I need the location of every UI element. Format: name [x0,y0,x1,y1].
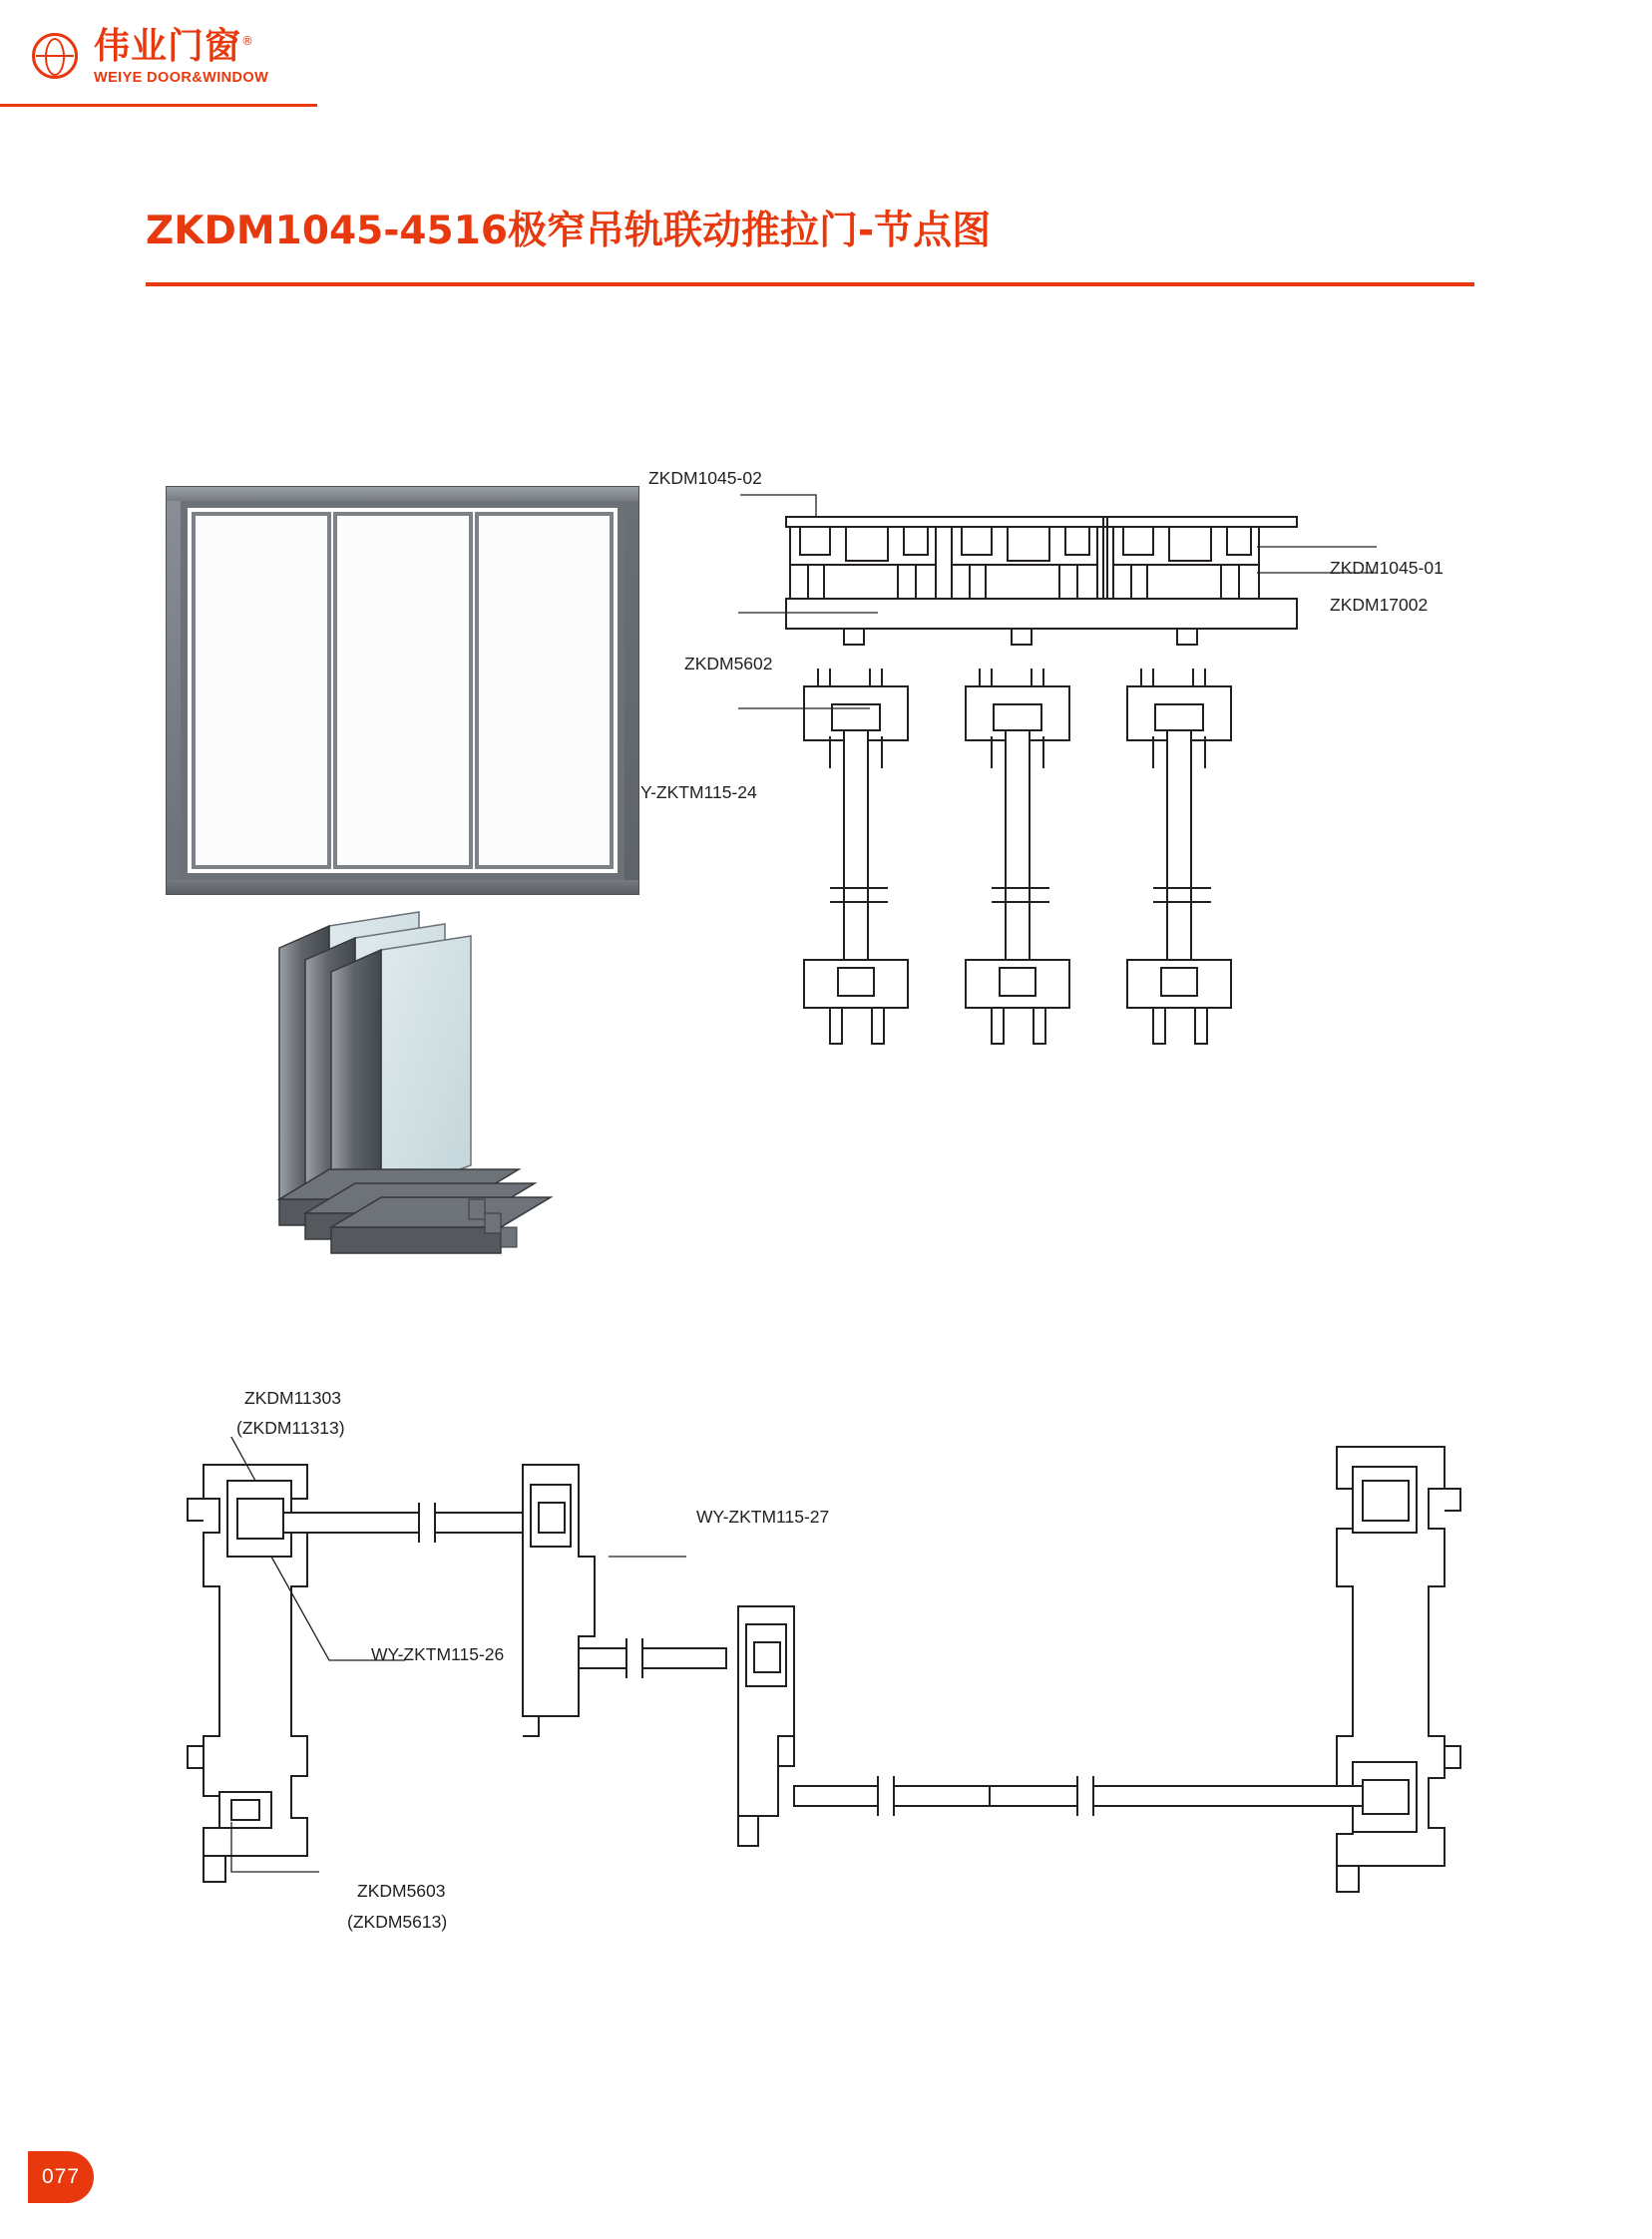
callout-zkdm17002: ZKDM17002 [1330,595,1429,615]
profile-corner-assembly-photo [269,908,589,1367]
page-number-badge: 077 [28,2151,94,2203]
callout-zkdm1045-02: ZKDM1045-02 [648,468,762,488]
brand-divider [0,104,317,107]
three-panel-sliding-door-photo [166,486,639,895]
globe-icon [28,27,88,87]
door-leaf [192,512,331,869]
door-leaf [333,512,473,869]
door-leaf [475,512,614,869]
callout-wy-zktm115-26: WY-ZKTM115-26 [371,1644,505,1664]
callout-wy-zktm115-27: WY-ZKTM115-27 [696,1507,830,1527]
registered-mark: ® [241,33,255,48]
callout-zkdm5613: (ZKDM5613) [347,1912,448,1932]
door-sill [167,880,638,894]
door-frame-inner [181,501,624,880]
brand-name-cn-text: 伟业门窗 [94,25,242,67]
door-head-rail [167,487,638,501]
callout-zkdm5603: ZKDM5603 [357,1881,446,1901]
callout-zkdm1045-01: ZKDM1045-01 [1330,558,1444,578]
callout-zkdm11313: (ZKDM11313) [236,1418,345,1438]
callout-y-zktm115-24: Y-ZKTM115-24 [640,782,757,802]
page-title: ZKDM1045-4516极窄吊轨联动推拉门-节点图 [146,209,992,253]
title-divider [146,282,1474,286]
callout-zkdm11303: ZKDM11303 [244,1388,341,1408]
brand-name-cn [94,25,268,67]
brand-name-en: WEIYE DOOR&WINDOW [94,69,269,86]
brand-logo [28,18,317,96]
callout-zkdm5602: ZKDM5602 [684,654,773,673]
